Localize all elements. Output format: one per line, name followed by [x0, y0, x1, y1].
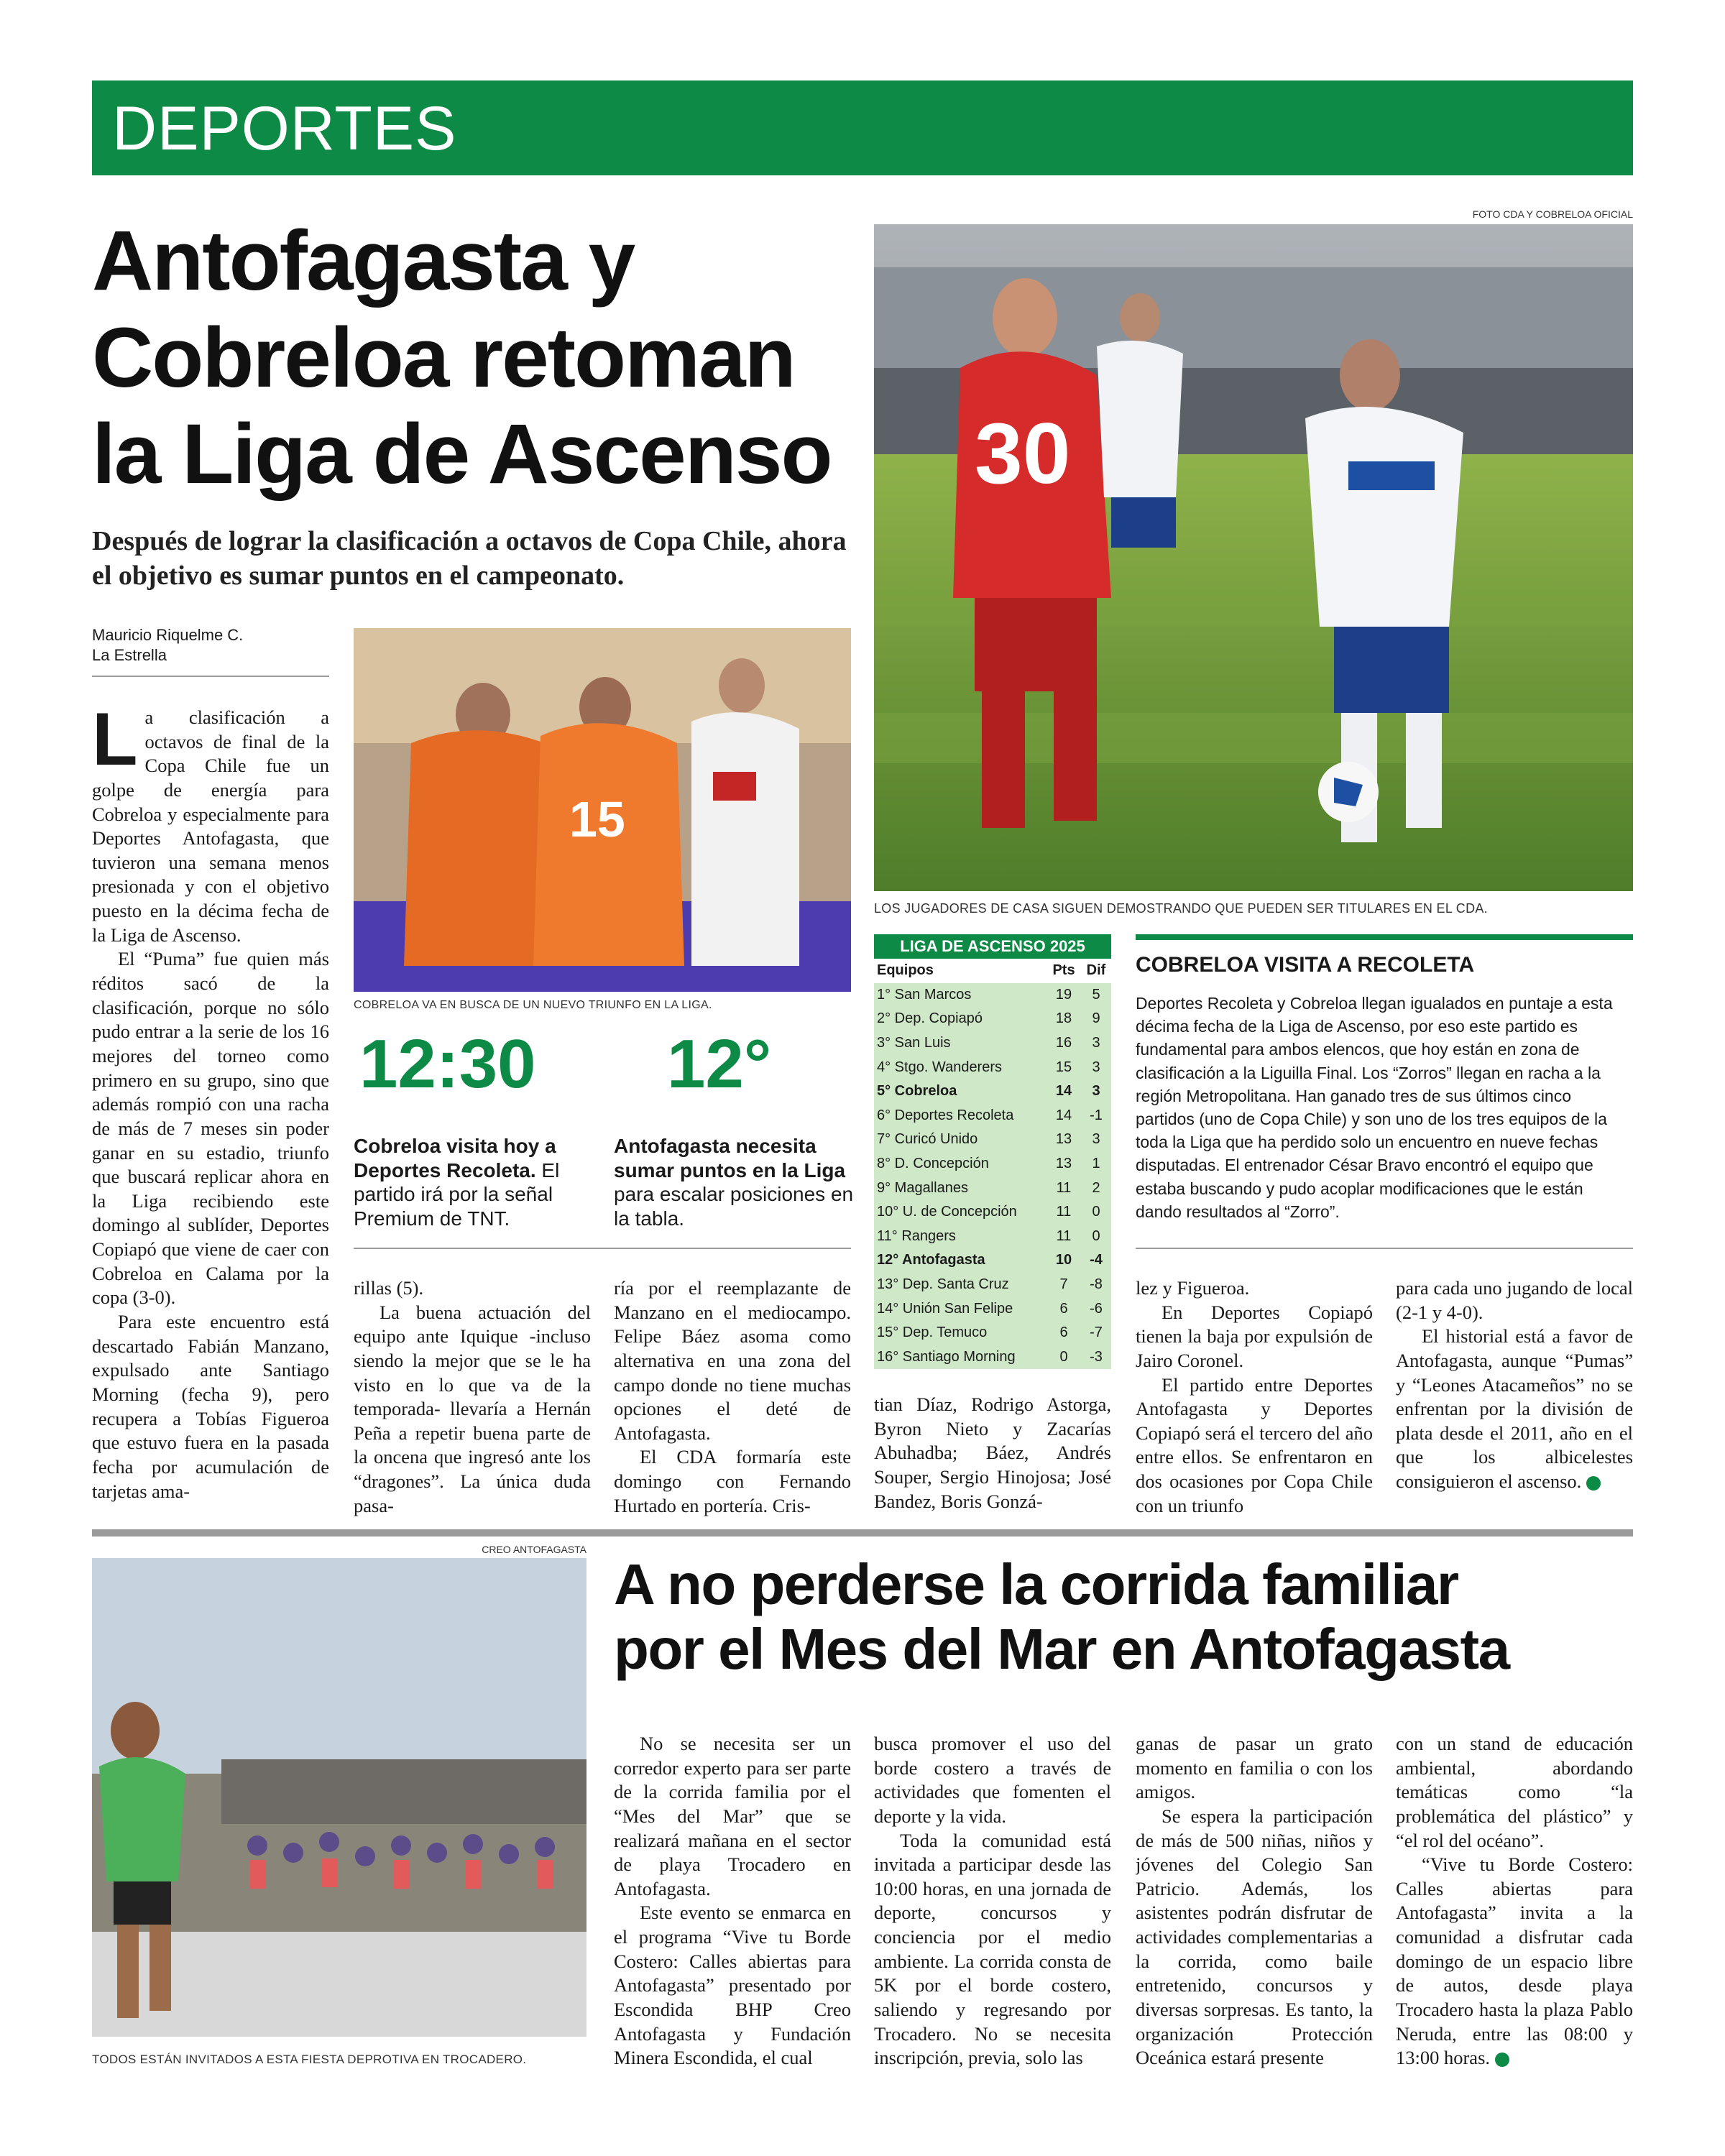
table-cell-pts: 19 [1055, 986, 1072, 1003]
table-cell-team: 16° Santiago Morning [877, 1348, 1016, 1365]
headline-line: Antofagasta y [92, 213, 635, 308]
celebration-photo[interactable] [354, 628, 851, 992]
table-cell-team: 3° San Luis [877, 1035, 951, 1051]
dropcap: L [92, 706, 138, 781]
paragraph: Toda la comunidad está invitada a participar desde las 10:00 horas, en una jornada de deporte, concursos y conciencia por el medio ambiente. La corrida consta de 5K por el borde costero, saliendo y regresando por Trocadero. No se necesita inscripción, previa, solo las [874, 1829, 1111, 2069]
divider [354, 1248, 851, 1249]
table-cell-team: 1° San Marcos [877, 986, 972, 1003]
table-cell-team: 15° Dep. Temuco [877, 1325, 988, 1341]
table-cell-team: 2° Dep. Copiapó [877, 1010, 983, 1027]
table-cell-pts: 18 [1055, 1010, 1072, 1027]
table-row [874, 1321, 1111, 1345]
article-column [1136, 1732, 1373, 2070]
table-cell-team: 10° U. de Concepción [877, 1204, 1017, 1220]
article-column [614, 1732, 851, 2070]
section-banner [92, 80, 1633, 175]
divider [92, 676, 329, 677]
table-cell-pts: 0 [1059, 1348, 1068, 1365]
table-cell-dif: 0 [1092, 1227, 1100, 1244]
table-cell-pts: 11 [1056, 1204, 1072, 1220]
column-header: Pts [1052, 962, 1075, 979]
table-cell-team: 8° D. Concepción [877, 1156, 989, 1172]
table-row [874, 1007, 1111, 1031]
note-text: para escalar posiciones en la tabla. [614, 1183, 854, 1230]
paragraph: ganas de pasar un grato momento en familia o con los amigos. [1136, 1733, 1373, 1803]
table-cell-dif: 2 [1092, 1179, 1100, 1196]
table-row [874, 1248, 1111, 1273]
headline-line: A no perderse la corrida familiar [614, 1552, 1458, 1616]
table-cell-dif: 3 [1092, 1083, 1100, 1100]
column-header: Dif [1086, 962, 1106, 979]
table-row [874, 1055, 1111, 1079]
paragraph: Este evento se enmarca en el programa “Vive tu Borde Costero: Calles abiertas para Antofagasta” presentado por Escondida BHP Creo Antofagasta y Fundación Minera Escondida, el cual [614, 1902, 851, 2069]
paragraph: a clasificación a octavos de final de la Copa Chile fue un golpe de energía para Cobreloa y especialmente para Deportes Antofagasta, que tuvieron una semana menos presionada y con el objetivo puesto en la décima fecha de la Liga de Ascenso. [92, 706, 329, 946]
table-row [874, 1128, 1111, 1152]
table-row [874, 983, 1111, 1008]
table-cell-pts: 15 [1055, 1059, 1072, 1075]
table-cell-pts: 11 [1056, 1179, 1072, 1196]
table-cell-pts: 13 [1055, 1131, 1072, 1148]
paragraph: Para este encuentro está descartado Fabián Manzano, expulsado ante Santiago Morning (fecha 9), pero recupera a Tobías Figueroa que estuvo fuera en la pasada fecha por acumulación de tarjetas ama- [92, 1311, 329, 1502]
table-position: 12° [667, 1026, 772, 1102]
league-table [874, 934, 1111, 1369]
paragraph: No se necesita ser un corredor experto para ser parte de la corrida familia por el “Mes del Mar” que se realizará mañana en el sector de playa Trocadero en Antofagasta. [614, 1733, 851, 1899]
table-cell-dif: -3 [1090, 1348, 1103, 1365]
table-cell-dif: -7 [1090, 1325, 1103, 1341]
table-cell-pts: 6 [1059, 1300, 1068, 1317]
paragraph: En Deportes Copiapó tienen la baja por expulsión de Jairo Coronel. [1136, 1301, 1373, 1371]
table-cell-dif: 5 [1092, 986, 1100, 1003]
svg-text:30: 30 [975, 405, 1071, 502]
table-cell-team: 6° Deportes Recoleta [877, 1107, 1014, 1123]
kickoff-time: 12:30 [359, 1026, 536, 1102]
photo-credit: CREO ANTOFAGASTA [482, 1544, 586, 1555]
article-separator [92, 1529, 1633, 1537]
table-cell-dif: 9 [1092, 1010, 1100, 1027]
table-row [874, 1296, 1111, 1321]
table-cell-dif: 1 [1092, 1156, 1100, 1172]
outlet-name: La Estrella [92, 645, 167, 664]
table-cell-team: 14° Unión San Felipe [877, 1300, 1013, 1317]
paragraph: lez y Figueroa. [1136, 1277, 1250, 1299]
table-cell-team: 7° Curicó Unido [877, 1131, 978, 1148]
paragraph: para cada uno jugando de local (2-1 y 4-0). [1396, 1277, 1633, 1323]
article-lead: Después de lograr la clasificación a octavos de Copa Chile, ahora el objetivo es sumar puntos en el campeonato. [92, 526, 847, 591]
main-photo-caption: LOS JUGADORES DE CASA SIGUEN DEMOSTRANDO QUE PUEDEN SER TITULARES EN EL CDA. [874, 901, 1488, 916]
paragraph: El CDA formaría este domingo con Fernando Hurtado en portería. Cris- [614, 1446, 851, 1516]
table-cell-team: 9° Magallanes [877, 1179, 968, 1196]
headline-line: Cobreloa retoman [92, 310, 795, 405]
article-column [614, 1276, 851, 1521]
paragraph: rillas (5). [354, 1277, 424, 1299]
headline-line: la Liga de Ascenso [92, 407, 832, 502]
paragraph: tian Díaz, Rodrigo Astorga, Byron Nieto y Zacarías Abuhadba; Báez, Andrés Souper, Sergio Hinojosa; José Bandez, Boris Gonzá- [874, 1393, 1111, 1512]
table-cell-team: 12° Antofagasta [877, 1252, 985, 1268]
article-column [1396, 1732, 1633, 2070]
article-column [354, 1276, 591, 1521]
table-row [874, 1345, 1111, 1370]
league-table-title: LIGA DE ASCENSO 2025 [874, 934, 1111, 959]
sidebox-bar [1136, 934, 1633, 940]
table-cell-dif: 3 [1092, 1059, 1100, 1075]
sidebox-text: Deportes Recoleta y Cobreloa llegan igualados en puntaje a esta décima fecha de la Liga de Ascenso, por eso este partido es fundamental para ambos elencos, que hoy están en zona de clasificación a la Liguilla Final. Los “Zorros” llegan en racha a la región Metropolitana. Han ganado tres de sus últimos cinco partidos (uno de Copa Chile) y son uno de los tres equipos de la toda la Liga que ha perdido solo un encuentro en nueve fechas disputadas. El entrenador César Bravo encontró el equipo que estaba buscando y pudo acoplar modificaciones que le están dando resultados al “Zorro”. [1136, 994, 1613, 1221]
paragraph: El partido entre Deportes Antofagasta y Deportes Copiapó será el tercero del año entre ellos. Se enfrentaron en dos ocasiones por Copa Chile con un triunfo [1136, 1373, 1373, 1516]
family-event-image [92, 1558, 586, 2037]
table-cell-dif: -8 [1090, 1276, 1103, 1293]
paragraph: “Vive tu Borde Costero: Calles abiertas para Antofagasta” invita a la comunidad a disfrutar cada domingo de un espacio libre de autos, desde playa Trocadero hasta la plaza Pablo Neruda, entre las 08:00 y 13:00 horas. [1396, 1853, 1633, 2069]
divider [1136, 1248, 1633, 1249]
table-cell-team: 13° Dep. Santa Cruz [877, 1276, 1009, 1293]
table-cell-team: 5° Cobreloa [877, 1083, 957, 1100]
table-row [874, 1225, 1111, 1249]
event-photo[interactable] [92, 1558, 586, 2037]
article-column [874, 1393, 1111, 1522]
main-photo[interactable] [874, 224, 1633, 891]
table-row [874, 1031, 1111, 1056]
end-mark-icon: ✚ [1586, 1476, 1601, 1491]
table-header-row [874, 959, 1111, 983]
table-cell-pts: 14 [1055, 1107, 1072, 1123]
table-cell-dif: 0 [1092, 1204, 1100, 1220]
table-row [874, 1273, 1111, 1297]
table-row [874, 1176, 1111, 1200]
paragraph: Se espera la participación de más de 500 niñas, niños y jóvenes del Colegio San Patricio. Además, los asistentes podrán disfrutar de actividades complementarias a la corrida, como baile entretenido, concursos y diversas sorpresas. Es tanto, la organización Protección Oceánica estará presente [1136, 1805, 1373, 2069]
article-headline[interactable] [92, 213, 868, 503]
table-cell-pts: 13 [1055, 1156, 1072, 1172]
section-title: DEPORTES [112, 94, 457, 163]
league-table-grid [874, 959, 1111, 1369]
table-row [874, 1152, 1111, 1176]
paragraph: La buena actuación del equipo ante Iquique -incluso siendo la mejor que se le ha visto en lo que va de la temporada- llevaría a Hernán Peña a repetir buena parte de la oncena que ingresó ante los “dragones”. La única duda pasa- [354, 1301, 591, 1516]
note-bold: Antofagasta necesita sumar puntos en la Liga [614, 1135, 846, 1181]
celebration-photo-caption: COBRELOA VA EN BUSCA DE UN NUEVO TRIUNFO EN LA LIGA. [354, 999, 712, 1011]
note-text: El partido irá por la señal Premium de TNT. [354, 1158, 560, 1230]
table-row [874, 1200, 1111, 1225]
table-cell-pts: 16 [1055, 1035, 1072, 1051]
table-cell-pts: 11 [1056, 1227, 1072, 1244]
photo-credit: FOTO CDA Y COBRELOA OFICIAL [1472, 208, 1633, 220]
paragraph: ría por el reemplazante de Manzano en el mediocampo. Felipe Báez asoma como alternativa en una zona del campo donde no tiene muchas opciones el deté de Antofagasta. [614, 1277, 851, 1444]
byline [92, 625, 329, 665]
table-cell-team: 11° Rangers [877, 1227, 956, 1244]
headline-line: por el Mes del Mar en Antofagasta [614, 1616, 1509, 1681]
table-cell-pts: 10 [1055, 1252, 1072, 1268]
table-cell-dif: 3 [1092, 1035, 1100, 1051]
article-column [1396, 1276, 1633, 1535]
paragraph: El “Puma” fue quien más réditos sacó de la clasificación, porque no sólo pudo entrar a la serie de los 16 mejores del torneo como primero en su grupo, sino que además rompió con una racha de más de 7 meses sin poder ganar en su estadio, triunfo que buscará replicar ahora en la Liga recibiendo este domingo al sublíder, Deportes Copiapó que viene de caer con Cobreloa en Calama por la copa (3-0). [92, 948, 329, 1309]
table-cell-dif: -4 [1090, 1252, 1103, 1268]
end-mark-icon: ✚ [1495, 2053, 1509, 2067]
article-headline[interactable] [614, 1552, 1633, 1681]
event-photo-caption: TODOS ESTÁN INVITADOS A ESTA FIESTA DEPROTIVA EN TROCADERO. [92, 2053, 527, 2066]
table-cell-pts: 6 [1059, 1325, 1068, 1341]
table-cell-pts: 14 [1055, 1083, 1072, 1100]
table-row [874, 1079, 1111, 1104]
football-match-image [874, 224, 1633, 891]
column-header: Equipos [877, 962, 934, 979]
time-note [354, 1134, 591, 1230]
author-name: Mauricio Riquelme C. [92, 626, 244, 644]
table-cell-dif: -1 [1090, 1107, 1103, 1123]
article-column [874, 1732, 1111, 2070]
position-note [614, 1134, 858, 1230]
table-cell-team: 4° Stgo. Wanderers [877, 1059, 1003, 1075]
note-bold: Cobreloa visita hoy a Deportes Recoleta. [354, 1135, 556, 1181]
svg-text:15: 15 [569, 791, 625, 847]
celebration-image [354, 628, 851, 992]
paragraph: busca promover el uso del borde costero a través de actividades que fomenten el deporte y la vida. [874, 1733, 1111, 1827]
paragraph: con un stand de educación ambiental, abordando temáticas como “la problemática del plástico” y “el rol del océano”. [1396, 1733, 1633, 1851]
table-cell-pts: 7 [1059, 1276, 1068, 1293]
sidebox-title: COBRELOA VISITA A RECOLETA [1136, 953, 1475, 977]
paragraph: El historial está a favor de Antofagasta, aunque “Pumas” y “Leones Atacameños” no se enfrentan por la división de plata desde el 2011, año en el que los albicelestes consiguieron el ascenso. [1396, 1325, 1633, 1493]
table-cell-dif: 3 [1092, 1131, 1100, 1148]
article-column [1136, 1276, 1373, 1521]
table-cell-dif: -6 [1090, 1300, 1103, 1317]
article-column [92, 706, 329, 1518]
table-row [874, 1104, 1111, 1128]
